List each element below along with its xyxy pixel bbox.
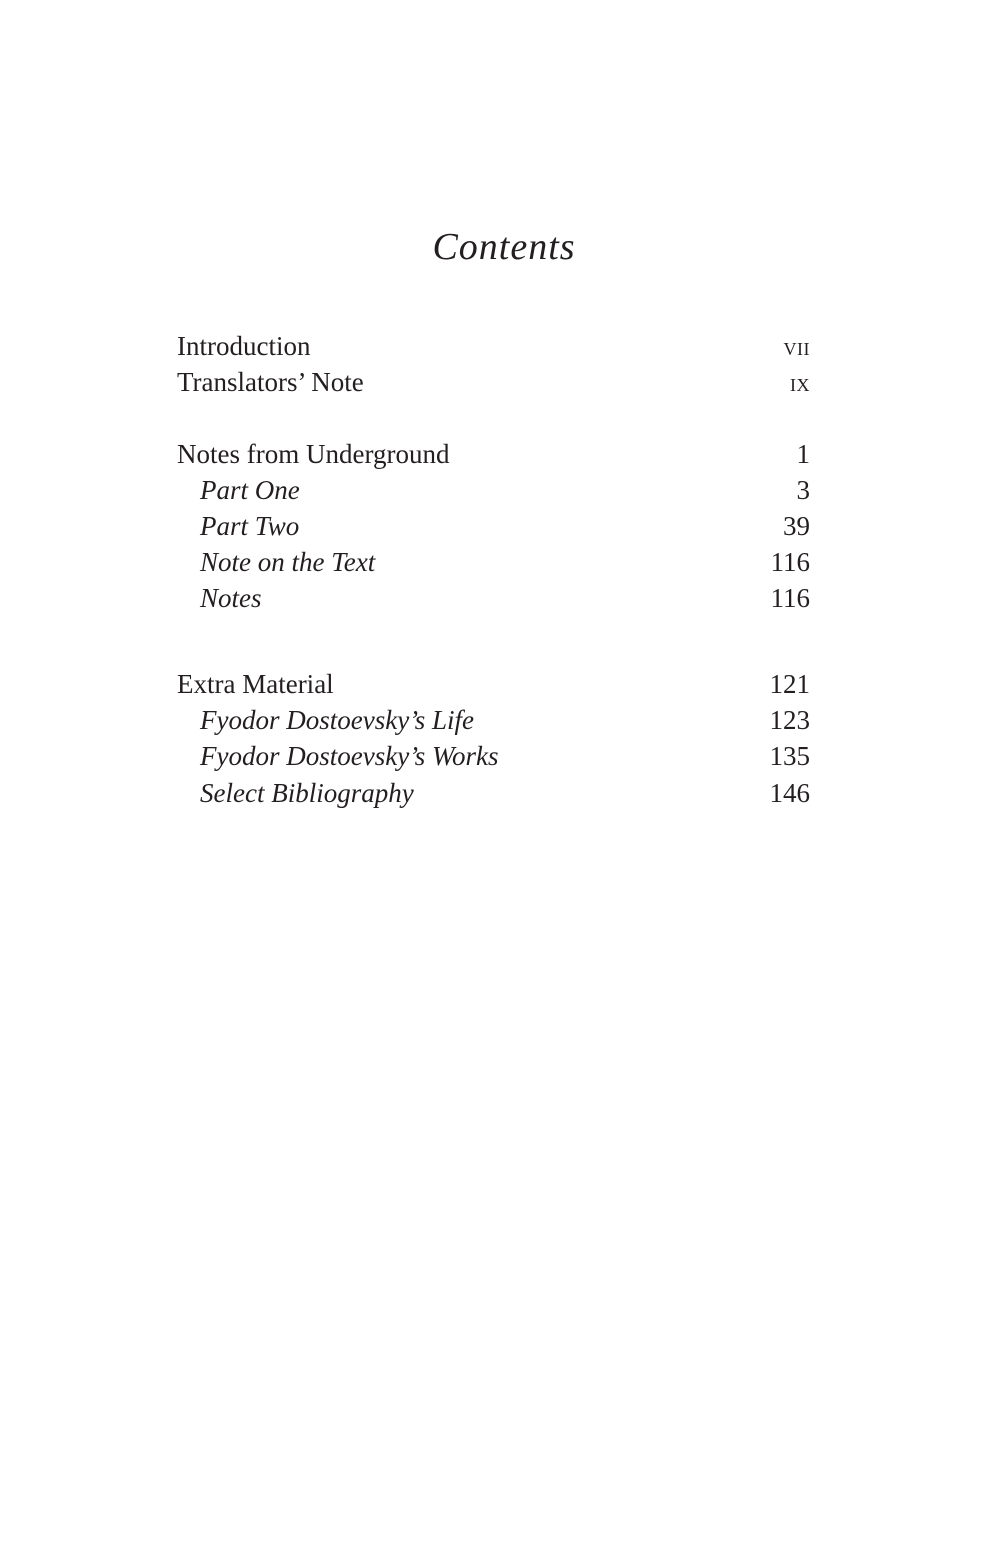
toc-entry-label: Notes	[200, 583, 262, 613]
toc-entry-part-two[interactable]	[177, 508, 810, 544]
toc-entry-select-bibliography[interactable]	[177, 775, 810, 811]
toc-entry-translators-note[interactable]	[177, 364, 810, 400]
toc-entry-label: Extra Material	[177, 669, 334, 699]
toc-entry-notes-from-underground[interactable]	[177, 436, 810, 472]
toc-entry-page: 39	[783, 511, 810, 541]
toc-entry-label: Select Bibliography	[200, 778, 414, 808]
toc-entry-page: 116	[770, 583, 810, 613]
toc-entry-introduction[interactable]	[177, 328, 810, 364]
toc-entry-page: 1	[796, 439, 810, 469]
toc-entry-page: VII	[783, 339, 810, 359]
toc-entry-note-on-the-text[interactable]	[177, 544, 810, 580]
toc-entry-dostoevsky-works[interactable]	[177, 738, 810, 774]
toc-entry-notes[interactable]	[177, 580, 810, 616]
toc-entry-label: Fyodor Dostoevsky’s Life	[200, 705, 474, 735]
toc-entry-dostoevsky-life[interactable]	[177, 702, 810, 738]
toc-entry-page: 135	[769, 741, 810, 771]
toc-entry-extra-material[interactable]	[177, 666, 810, 702]
toc-entry-label: Translators’ Note	[177, 367, 364, 397]
toc-entry-label: Part One	[200, 475, 300, 505]
toc-entry-label: Note on the Text	[200, 547, 376, 577]
toc-entry-page: 123	[769, 705, 810, 735]
page-title: Contents	[432, 226, 576, 268]
toc-entry-label: Introduction	[177, 331, 311, 361]
toc-entry-page: 3	[796, 475, 810, 505]
toc-entry-page: IX	[790, 375, 810, 395]
toc-entry-label: Fyodor Dostoevsky’s Works	[200, 741, 499, 771]
toc-entry-page: 121	[769, 669, 810, 699]
toc-entry-part-one[interactable]	[177, 472, 810, 508]
toc-entry-page: 116	[770, 547, 810, 577]
toc-entry-page: 146	[769, 778, 810, 808]
toc-entry-label: Notes from Underground	[177, 439, 450, 469]
toc-entry-label: Part Two	[200, 511, 300, 541]
